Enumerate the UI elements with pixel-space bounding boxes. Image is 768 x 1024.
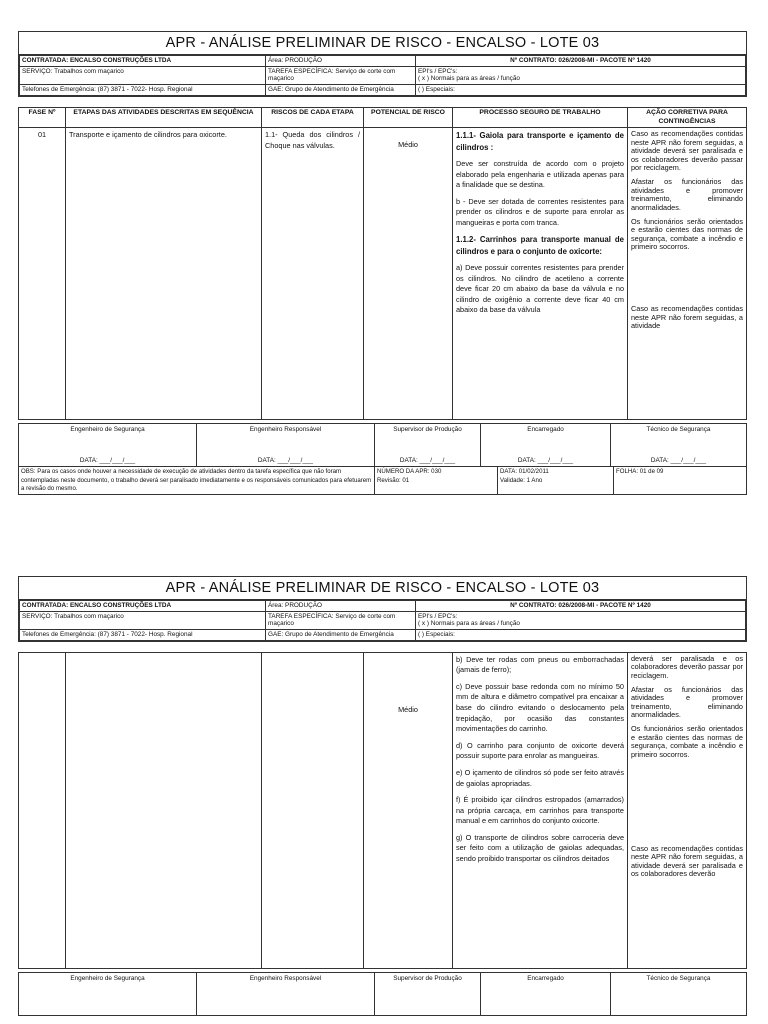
area-label: Área: PRODUÇÃO — [266, 601, 416, 612]
signature-date: DATA: ___/___/___ — [79, 456, 136, 464]
apr-title: APR - ANÁLISE PRELIMINAR DE RISCO - ENCALSO - LOTE 03 — [19, 32, 746, 55]
risco-cell — [262, 652, 364, 968]
acao-cell — [628, 128, 747, 420]
risco-cell: 1.1- Queda dos cilindros / Choque nas válvulas. — [262, 128, 364, 420]
epis-label: EPI's / EPC's: — [418, 67, 458, 75]
processo-paragraph: b) Deve ter rodas com pneus ou emborrachadas (jamais de ferro); — [456, 654, 624, 675]
signature-role: Encarregado — [527, 426, 564, 434]
processo-paragraph: 1.1.2- Carrinhos para transporte manual de cilindros e para o conjunto de oxicorte: — [456, 235, 624, 256]
processo-paragraph: Deve ser construída de acordo com o projeto elaborado pela engenharia e utilizada apenas para a finalidade que se destina. — [456, 159, 624, 190]
revisao: Revisão: 01 — [377, 476, 410, 484]
contratada-label: CONTRATADA: ENCALSO CONSTRUÇÕES LTDA — [20, 601, 266, 612]
acao-paragraph: Caso as recomendações contidas neste APR não forem seguidas, a atividade deverá ser paralisada e os colaboradores deverão — [631, 844, 743, 879]
col-riscos: RISCOS DE CADA ETAPA — [262, 107, 364, 128]
col-potencial: POTENCIAL DE RISCO — [364, 107, 453, 128]
processo-paragraph: 1.1.1- Gaiola para transporte e içamento de cilindros : — [456, 131, 624, 152]
contrato-label: Nº CONTRATO: 026/2008-MI - PACOTE Nº 1420 — [416, 601, 746, 612]
signature-role: Encarregado — [527, 974, 564, 982]
contratada-label: CONTRATADA: ENCALSO CONSTRUÇÕES LTDA — [20, 56, 266, 67]
signature-box — [611, 972, 747, 1015]
acao-paragraph: Caso as recomendações contidas neste APR não forem seguidas, a atividade deverá ser paralisada e os colaboradores deverão passar por reciclagem. — [631, 129, 743, 172]
numero-apr: NÚMERO DA APR: 030 — [377, 468, 442, 476]
validade: Validade: 1 Ano — [500, 476, 543, 484]
processo-paragraph: a) Deve possuir correntes resistentes para prender os cilindros. No cilindro de acetileno a corrente deve ficar 20 cm abaixo da base da válvula e no cilindro de oxigênio a corrente deve ficar 40 cm abaixo da base da válvula — [456, 263, 624, 315]
fase-cell: 01 — [19, 128, 66, 420]
fase-cell — [19, 652, 66, 968]
signature-box — [375, 424, 481, 467]
acao-paragraph: Afastar os funcionários das atividades e promover treinamento, eliminando anormalidades. — [631, 684, 743, 720]
tarefa-label: TAREFA ESPECÍFICA: Serviço de corte com maçarico — [266, 611, 416, 629]
etapa-cell: Transporte e içamento de cilindros para oxicorte. — [66, 128, 262, 420]
footer-table — [18, 466, 747, 495]
potencial-cell: Médio — [364, 652, 453, 968]
signature-role: Técnico de Segurança — [646, 426, 711, 434]
table-row — [19, 128, 747, 420]
processo-paragraph: b - Deve ser dotada de correntes resistentes para prender os cilindros e de suporte para enrolar as mangueiras e porta com tranca. — [456, 196, 624, 227]
signature-table — [18, 423, 747, 467]
signature-box — [19, 972, 197, 1015]
obs-text: OBS: Para os casos onde houver a necessidade de execução de atividades dentro da tarefa específica que não foram contempladas neste documento, o trabalho deverá ser paralisado imediatamente e os responsáveis comunicados para efetuarem a revisão do mesmo. — [19, 467, 375, 495]
acao-paragraph: deverá ser paralisada e os colaboradores deverão passar por reciclagem. — [631, 653, 743, 680]
col-acao: AÇÃO CORRETIVA PARA CONTINGÊNCIAS — [628, 107, 747, 128]
signature-role: Supervisor de Produção — [393, 974, 462, 982]
gae-label: GAE: Grupo de Atendimento de Emergência — [266, 85, 416, 96]
apr-main-table — [18, 652, 747, 969]
signature-box — [481, 972, 611, 1015]
signature-box — [481, 424, 611, 467]
apr-main-table — [18, 107, 747, 421]
apr-header-frame — [18, 576, 747, 642]
especiais-label: ( ) Especiais: — [416, 630, 746, 641]
processo-paragraph: e) O içamento de cilindros só pode ser feito através de gaiolas apropriadas. — [456, 767, 624, 788]
telefones-label: Telefones de Emergência: (87) 3871 - 7022- Hosp. Regional — [20, 630, 266, 641]
signature-box — [19, 424, 197, 467]
apr-page-2 — [18, 576, 747, 1016]
signature-role: Engenheiro de Segurança — [70, 974, 145, 982]
apr-header-table — [19, 55, 746, 96]
processo-paragraph: f) É proibido içar cilindros estropados (amarrados) na própria carcaça, em carrinhos para transporte manual e em carrinhos do conjunto oxicorte. — [456, 795, 624, 826]
tarefa-label: TAREFA ESPECÍFICA: Serviço de corte com maçarico — [266, 66, 416, 84]
area-label: Área: PRODUÇÃO — [266, 56, 416, 67]
signature-role: Técnico de Segurança — [646, 974, 711, 982]
signature-role: Engenheiro de Segurança — [70, 426, 145, 434]
servico-label: SERVIÇO: Trabalhos com maçarico — [20, 611, 266, 629]
acao-cell — [628, 652, 747, 968]
epis-cell — [416, 611, 746, 629]
servico-label: SERVIÇO: Trabalhos com maçarico — [20, 66, 266, 84]
potencial-cell: Médio — [364, 128, 453, 420]
epis-label: EPI's / EPC's: — [418, 612, 458, 620]
acao-paragraph: Os funcionários serão orientados e estarão cientes das normas de segurança, combate a incêndio e primeiro socorros. — [631, 216, 743, 252]
signature-date: DATA: ___/___/___ — [257, 456, 314, 464]
acao-paragraph: Os funcionários serão orientados e estarão cientes das normas de segurança, combate a incêndio e primeiro socorros. — [631, 724, 743, 759]
table-row — [19, 652, 747, 968]
signature-role: Engenheiro Responsável — [249, 426, 322, 434]
folha: FOLHA: 01 de 09 — [614, 467, 747, 495]
signature-role: Engenheiro Responsável — [249, 974, 322, 982]
signature-box — [375, 972, 481, 1015]
epis-normais: ( x ) Normais para as áreas / função — [418, 620, 520, 628]
apr-header-frame — [18, 31, 747, 97]
acao-paragraph: Caso as recomendações contidas neste APR não forem seguidas, a atividade — [631, 304, 743, 331]
apr-data: DATA: 01/02/2011 — [500, 468, 549, 476]
apr-header-table — [19, 600, 746, 641]
processo-cell — [453, 652, 628, 968]
col-etapas: ETAPAS DAS ATIVIDADES DESCRITAS EM SEQUÊNCIA — [66, 107, 262, 128]
signature-role: Supervisor de Produção — [393, 426, 462, 434]
apr-page-1 — [18, 31, 747, 495]
apr-number-cell — [375, 467, 498, 495]
signature-box — [197, 424, 375, 467]
etapa-cell — [66, 652, 262, 968]
col-fase: FASE Nº — [19, 107, 66, 128]
acao-paragraph: Afastar os funcionários das atividades e promover treinamento, eliminando anormalidades. — [631, 177, 743, 212]
processo-paragraph: d) O carrinho para conjunto de oxicorte deverá possuir suporte para enrolar as mangueiras. — [456, 740, 624, 761]
processo-cell — [453, 128, 628, 420]
processo-paragraph: g) O transporte de cilindros sobre carroceria deve ser feito com a utilização de gaiolas adequadas, sendo proibido transportar os cilindros deitados — [456, 832, 624, 863]
especiais-label: ( ) Especiais: — [416, 85, 746, 96]
contrato-label: Nº CONTRATO: 026/2008-MI - PACOTE Nº 1420 — [416, 56, 746, 67]
signature-box — [611, 424, 747, 467]
epis-normais: ( x ) Normais para as áreas / função — [418, 75, 520, 83]
gae-label: GAE: Grupo de Atendimento de Emergência — [266, 630, 416, 641]
date-cell — [498, 467, 614, 495]
processo-paragraph: c) Deve possuir base redonda com no mínimo 50 mm de altura e diâmetro compatível pra encaixar a base do cilindro evitando o deslocamento pela trepidação, por ocasião das constantes movimentações do carrinho. — [456, 681, 624, 734]
signature-date: DATA: ___/___/___ — [517, 456, 574, 464]
signature-date: DATA: ___/___/___ — [399, 456, 456, 464]
signature-table — [18, 972, 747, 1016]
col-processo: PROCESSO SEGURO DE TRABALHO — [453, 107, 628, 128]
telefones-label: Telefones de Emergência: (87) 3871 - 7022- Hosp. Regional — [20, 85, 266, 96]
signature-date: DATA: ___/___/___ — [650, 456, 707, 464]
apr-title: APR - ANÁLISE PRELIMINAR DE RISCO - ENCALSO - LOTE 03 — [19, 577, 746, 600]
signature-box — [197, 972, 375, 1015]
epis-cell — [416, 66, 746, 84]
